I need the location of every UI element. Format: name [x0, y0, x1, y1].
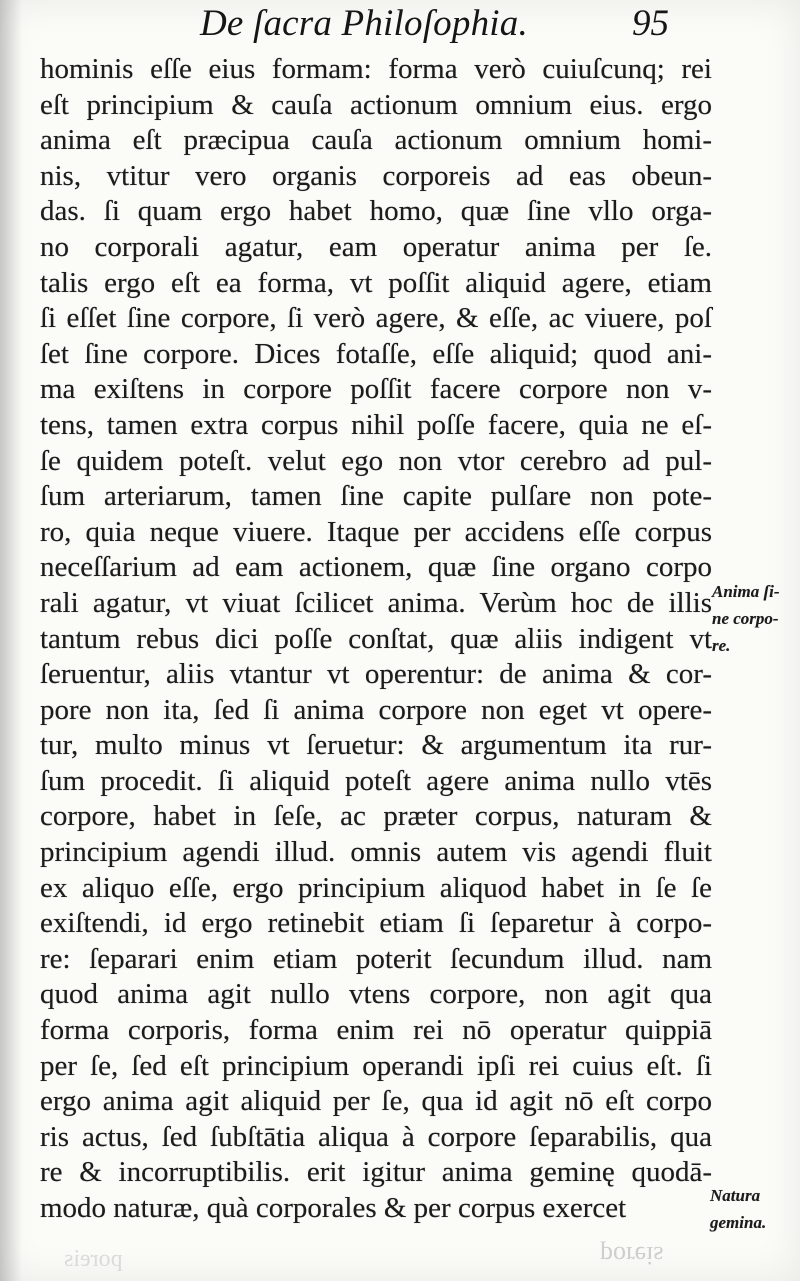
marginal-note-line: ne corpo-: [712, 609, 779, 628]
text-line: re: ſeparari enim etiam poterit ſecundum illud. nam: [40, 942, 712, 975]
text-line: das. ſi quam ergo habet homo, quæ ſine vllo orga-: [40, 195, 712, 228]
text-line: hominis eſſe eius formam: forma verò cuiuſcunq; rei: [40, 53, 712, 85]
text-line: forma corporis, forma enim rei nō operatur quippiā: [40, 1014, 712, 1047]
text-line: ma exiſtens in corpore poſſit facere corpore non v-: [40, 373, 712, 406]
text-line: talis ergo eſt ea forma, vt poſſit aliquid agere, etiam: [40, 266, 712, 299]
text-line: per ſe, ſed eſt principium operandi ipſi rei cuius eſt. ſi: [40, 1049, 712, 1082]
text-line: ſeruentur, aliis vtantur vt operentur: de anima & cor-: [40, 658, 712, 691]
gutter-shadow: [0, 0, 22, 1281]
text-line: ſet ſine corpore. Dices fotaſſe, eſſe aliquid; quod ani-: [40, 337, 712, 370]
text-line: pore non ita, ſed ſi anima corpore non eget vt opere-: [40, 693, 712, 726]
text-line: nis, vtitur vero organis corporeis ad eas obeun-: [40, 159, 712, 192]
running-title: De ſacra Philoſophia.: [200, 3, 528, 44]
text-line: tantum rebus dici poſſe conſtat, quæ aliis indigent vt: [40, 622, 712, 655]
page-number: 95: [632, 3, 669, 44]
marginal-note-line: Anima ſi-: [712, 582, 780, 601]
text-line: quod anima agit nullo vtens corpore, non agit qua: [40, 978, 712, 1011]
text-line: ſi eſſet ſine corpore, ſi verò agere, & eſſe, ac viuere, poſ: [40, 302, 712, 335]
text-line: neceſſarium ad eam actionem, quæ ſine organo corpo: [40, 551, 712, 584]
text-line: corpore, habet in ſeſe, ac præter corpus, naturam &: [40, 800, 712, 833]
page-header: [0, 2, 800, 44]
text-line: tens, tamen extra corpus nihil poſſe facere, quia ne eſ-: [40, 408, 712, 441]
bleed-through-text-left: poreis: [64, 1246, 123, 1272]
text-line: no corporali agatur, eam operatur anima per ſe.: [40, 230, 712, 263]
text-line: principium agendi illud. omnis autem vis agendi fluit: [40, 836, 712, 869]
marginal-note-anima: [712, 578, 798, 659]
marginal-note-natura: [710, 1182, 798, 1236]
bleed-through-text: poreis: [600, 1241, 664, 1270]
text-line: exiſtendi, id ergo retinebit etiam ſi ſeparetur à corpo-: [40, 907, 712, 940]
text-line: ergo anima agit aliquid per ſe, qua id agit nō eſt corpo: [40, 1085, 712, 1118]
text-line: modo naturæ, quà corporales & per corpus exercet: [40, 1192, 627, 1224]
text-line: ſe quidem poteſt. velut ego non vtor cerebro ad pul-: [40, 444, 712, 477]
marginal-note-line: Natura: [710, 1186, 761, 1205]
text-line: ſum arteriarum, tamen ſine capite pulſare non pote-: [40, 480, 712, 513]
text-line: tur, multo minus vt ſeruetur: & argumentum ita rur-: [40, 729, 712, 762]
text-line: re & incorruptibilis. erit igitur anima geminę quodā-: [40, 1156, 712, 1189]
text-line: ex aliquo eſſe, ergo principium aliquod habet in ſe ſe: [40, 871, 712, 904]
text-line: anima eſt præcipua cauſa actionum omnium homi-: [40, 124, 712, 157]
text-line: rali agatur, vt viuat ſcilicet anima. Verùm hoc de illis: [40, 586, 712, 619]
text-line: eſt principium & cauſa actionum omnium eius. ergo: [40, 88, 712, 121]
text-line: ro, quia neque viuere. Itaque per accidens eſſe corpus: [40, 515, 712, 548]
text-line: ris actus, ſed ſubſtātia aliqua à corpore ſeparabilis, qua: [40, 1120, 712, 1153]
marginal-note-line: re.: [712, 636, 731, 655]
main-text-block: [40, 52, 712, 1227]
marginal-note-line: gemina.: [710, 1213, 767, 1232]
text-line: ſum procedit. ſi aliquid poteſt agere anima nullo vtēs: [40, 764, 712, 797]
